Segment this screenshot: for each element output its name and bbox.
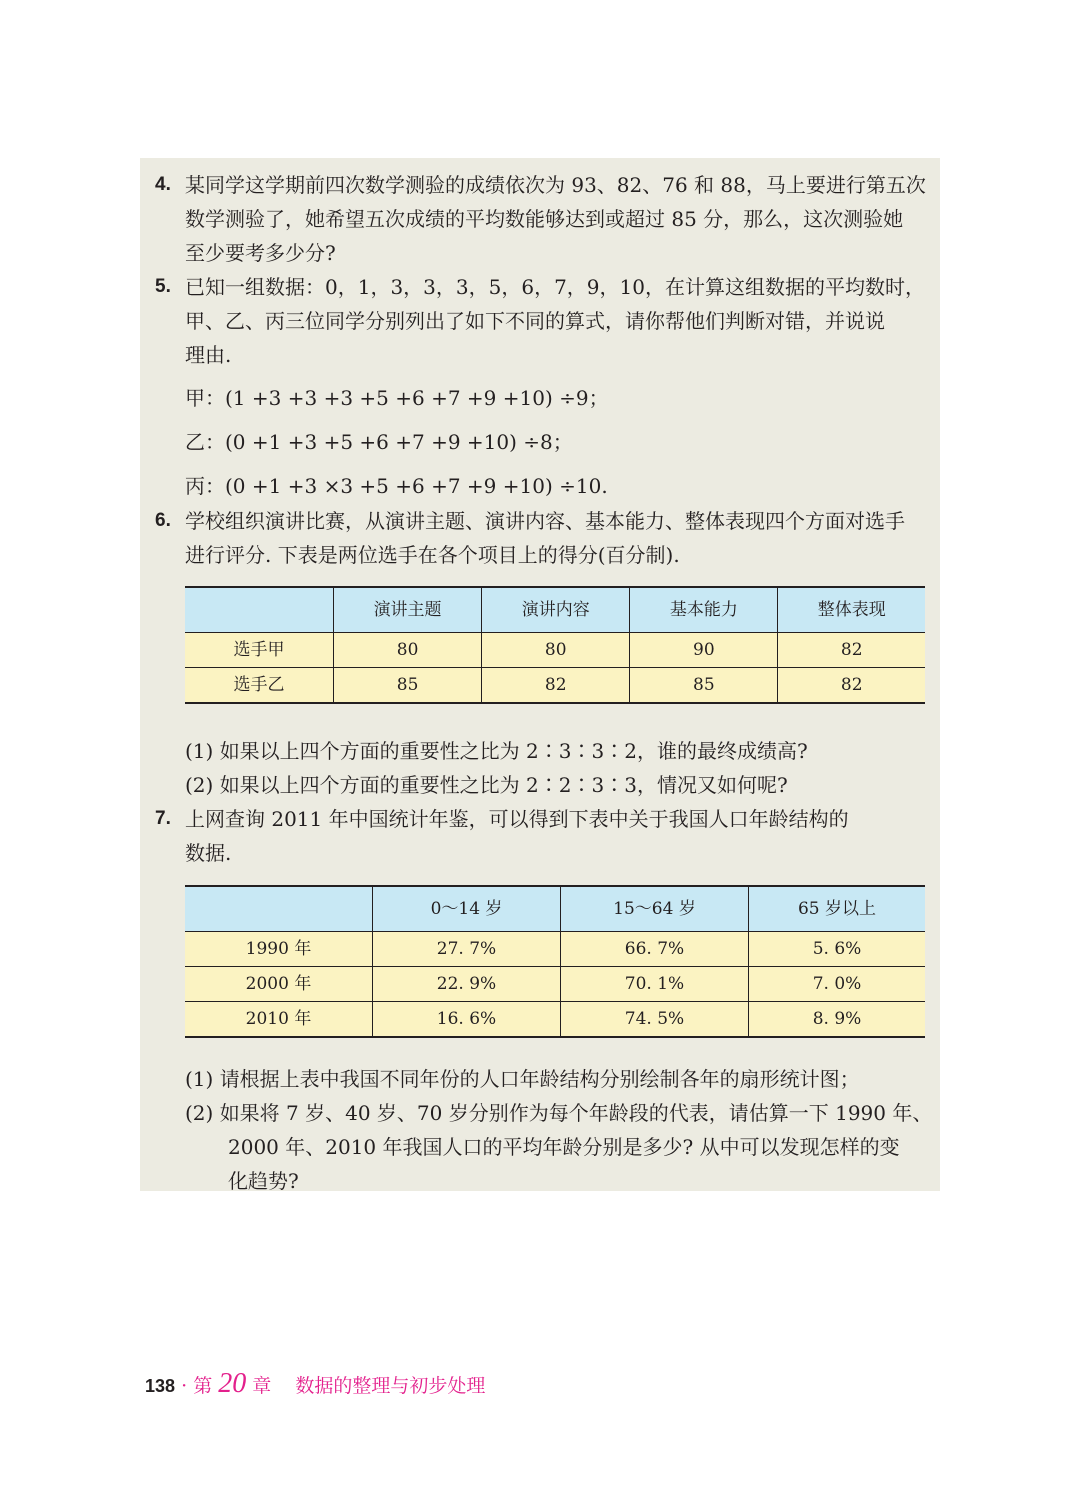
sub-question-2: (2) 如果将 7 岁、40 岁、70 岁分别作为每个年龄段的代表，请估算一下 1990 年、 <box>185 1101 933 1125</box>
page-footer <box>145 1368 485 1400</box>
problem-text-line: 理由. <box>185 343 232 367</box>
table-cell: 选手甲 <box>185 633 334 668</box>
table-cell: 8. 9% <box>749 1002 926 1038</box>
problem-text-line: 学校组织演讲比赛，从演讲主题、演讲内容、基本能力、整体表现四个方面对选手 <box>185 509 905 533</box>
table-cell: 82 <box>778 633 925 668</box>
table-header-cell: 15～64 岁 <box>561 886 749 932</box>
population-table <box>185 885 925 1038</box>
table-header-cell: 65 岁以上 <box>749 886 926 932</box>
problem-text-line: 甲、乙、丙三位同学分别列出了如下不同的算式，请你帮他们判断对错，并说说 <box>185 309 885 333</box>
problem-number: 6. <box>155 510 171 531</box>
table-cell: 85 <box>334 668 482 704</box>
problem-number: 4. <box>155 174 171 195</box>
table-cell: 选手乙 <box>185 668 334 704</box>
problem-text-line: 已知一组数据：0，1，3，3，3，5，6，7，9，10，在计算这组数据的平均数时， <box>185 275 925 299</box>
table-cell: 70. 1% <box>561 967 749 1002</box>
sub-question-2-continued: 化趋势? <box>228 1169 299 1193</box>
chapter-suffix: 章 <box>252 1375 272 1397</box>
table-cell: 82 <box>482 668 630 704</box>
problem-7 <box>155 802 933 1198</box>
table-header-cell: 演讲主题 <box>334 587 482 633</box>
problem-5 <box>155 270 925 504</box>
problem-number: 7. <box>155 808 171 829</box>
table-cell: 90 <box>630 633 778 668</box>
problem-number: 5. <box>155 276 171 297</box>
table-cell: 2000 年 <box>185 967 373 1002</box>
sub-question-2-continued: 2000 年、2010 年我国人口的平均年龄分别是多少? 从中可以发现怎样的变 <box>228 1135 900 1159</box>
sub-question-1: (1) 请根据上表中我国不同年份的人口年龄结构分别绘制各年的扇形统计图； <box>185 1067 860 1091</box>
formula-jia: 甲：(1 +3 +3 +3 +5 +6 +7 +9 +10) ÷9； <box>185 386 609 410</box>
sub-question-1: (1) 如果以上四个方面的重要性之比为 2∶3∶3∶2，谁的最终成绩高? <box>185 739 808 763</box>
problem-text-line: 数据. <box>185 841 232 865</box>
sub-question-2: (2) 如果以上四个方面的重要性之比为 2∶2∶3∶3，情况又如何呢? <box>185 773 788 797</box>
chapter-prefix: 第 <box>193 1375 213 1397</box>
table-cell: 80 <box>482 633 630 668</box>
page-content <box>155 168 933 1198</box>
table-row <box>185 932 925 967</box>
chapter-title: 数据的整理与初步处理 <box>295 1375 486 1397</box>
table-row <box>185 967 925 1002</box>
problem-6 <box>155 504 925 802</box>
page-number: 138 <box>145 1376 176 1396</box>
table-cell: 16. 6% <box>373 1002 561 1038</box>
footer-separator: · <box>181 1375 188 1397</box>
table-cell: 85 <box>630 668 778 704</box>
table-cell: 74. 5% <box>561 1002 749 1038</box>
problem-text-line: 进行评分. 下表是两位选手在各个项目上的得分(百分制). <box>185 543 680 567</box>
table-header-cell <box>185 886 373 932</box>
problem-text-line: 至少要考多少分? <box>185 241 336 265</box>
table-header-cell: 基本能力 <box>630 587 778 633</box>
table-cell: 66. 7% <box>561 932 749 967</box>
table-header-row <box>185 587 925 633</box>
problem-text-line: 数学测验了，她希望五次成绩的平均数能够达到或超过 85 分，那么，这次测验她 <box>185 207 904 231</box>
table-header-cell: 0～14 岁 <box>373 886 561 932</box>
table-cell: 22. 9% <box>373 967 561 1002</box>
table-row <box>185 668 925 704</box>
table-cell: 5. 6% <box>749 932 926 967</box>
table-cell: 7. 0% <box>749 967 926 1002</box>
table-cell: 82 <box>778 668 925 704</box>
chapter-number: 20 <box>218 1368 247 1399</box>
table-header-cell <box>185 587 334 633</box>
problem-text-line: 上网查询 2011 年中国统计年鉴，可以得到下表中关于我国人口年龄结构的 <box>185 807 849 831</box>
table-header-row <box>185 886 925 932</box>
table-row <box>185 633 925 668</box>
table-cell: 2010 年 <box>185 1002 373 1038</box>
formula-bing: 丙：(0 +1 +3 ×3 +5 +6 +7 +9 +10) ÷10. <box>185 474 608 498</box>
formula-yi: 乙：(0 +1 +3 +5 +6 +7 +9 +10) ÷8； <box>185 430 573 454</box>
table-cell: 27. 7% <box>373 932 561 967</box>
table-header-cell: 演讲内容 <box>482 587 630 633</box>
table-cell: 80 <box>334 633 482 668</box>
table-header-cell: 整体表现 <box>778 587 925 633</box>
table-cell: 1990 年 <box>185 932 373 967</box>
score-table <box>185 586 925 704</box>
table-row <box>185 1002 925 1038</box>
problem-4 <box>155 168 925 270</box>
problem-text-line: 某同学这学期前四次数学测验的成绩依次为 93、82、76 和 88，马上要进行第五次 <box>185 173 926 197</box>
